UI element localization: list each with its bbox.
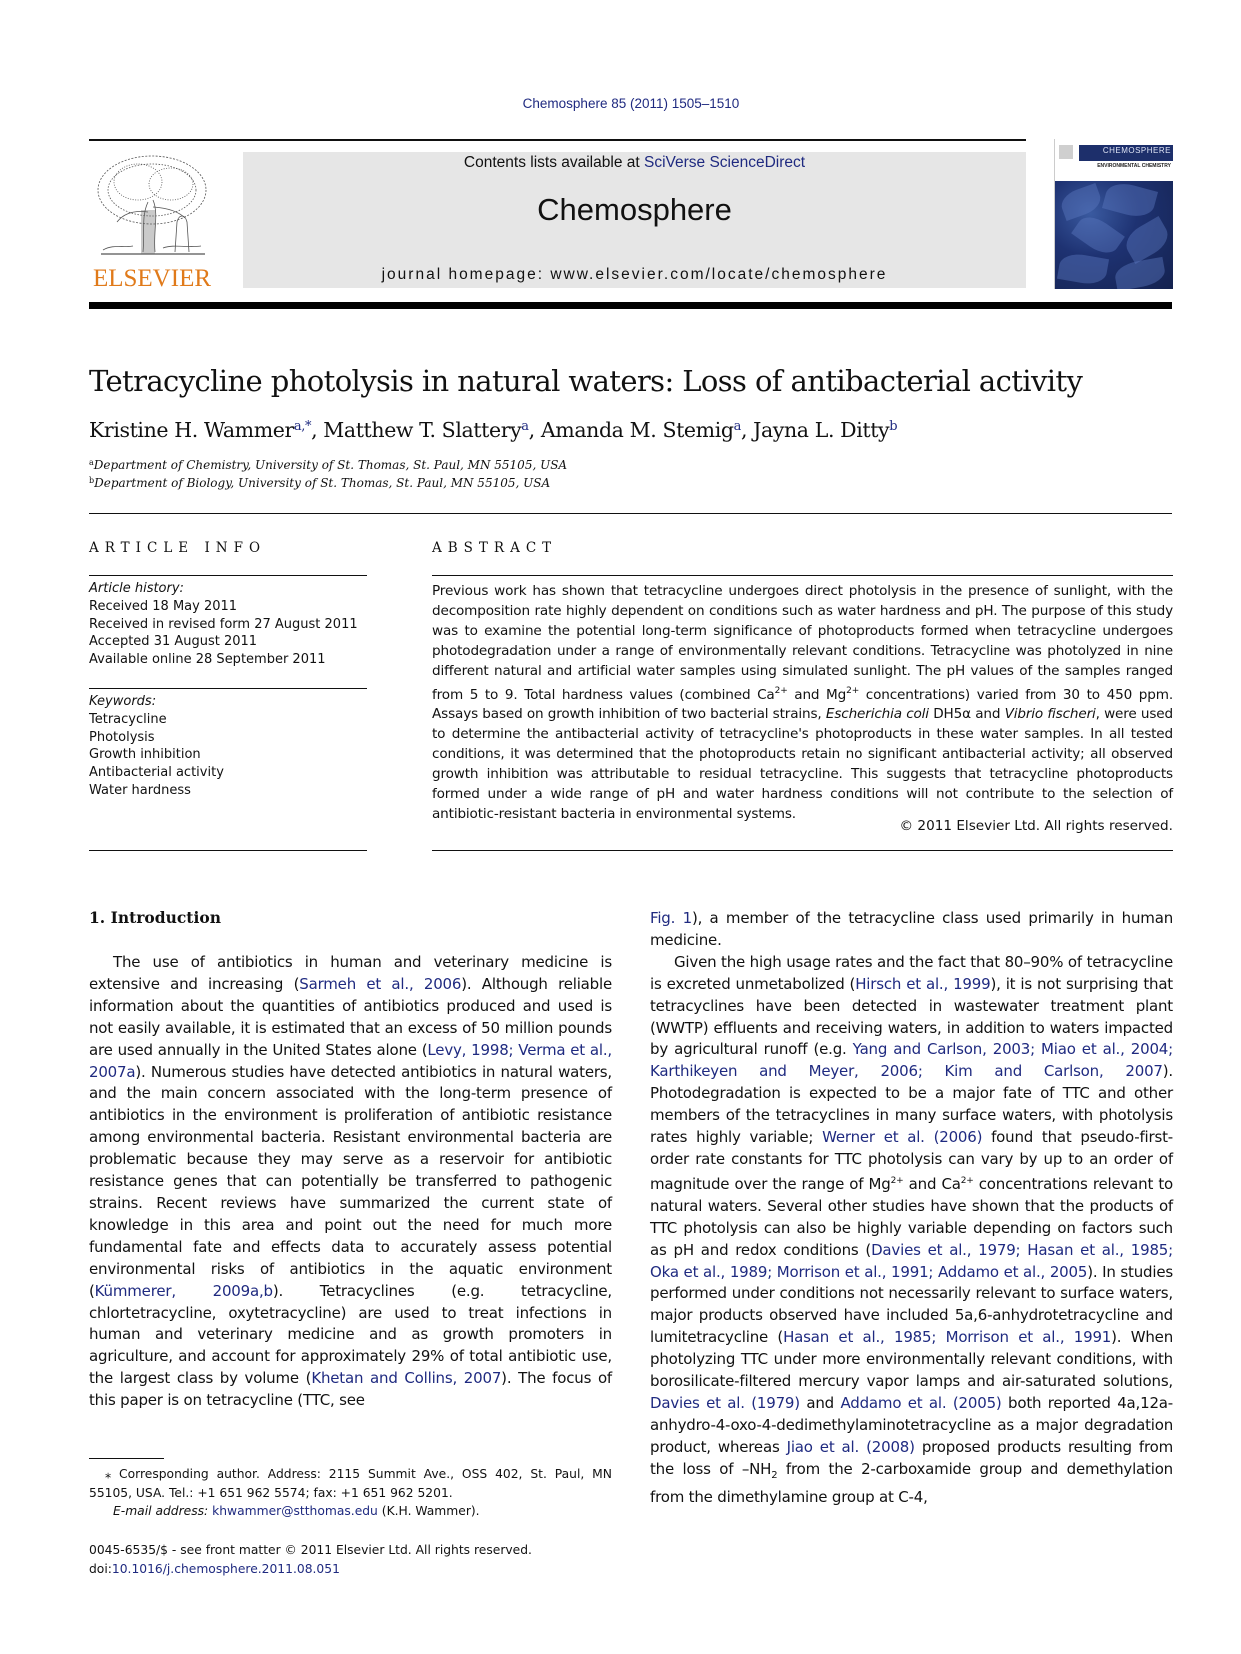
keyword: Photolysis bbox=[89, 729, 155, 745]
affiliation-b: $^b$Department of Biology, University of St. Thomas, St. Paul, MN 55105, USA bbox=[89, 476, 551, 490]
article-history bbox=[89, 580, 367, 669]
keywords bbox=[89, 693, 367, 800]
corresponding-author-footnote: ⁎ Corresponding author. Address: 2115 Summit Ave., OSS 402, St. Paul, MN 55105, USA. Tel.: +1 651 962 5574; fax: +1 651 962 5201. E-mail address: khwammer@stthomas.edu (K.H. Wammer). bbox=[89, 1467, 612, 1518]
article-info-bottom-rule bbox=[89, 850, 367, 851]
keywords-label: Keywords: bbox=[89, 694, 157, 709]
history-label: Article history: bbox=[89, 581, 184, 596]
reference-link[interactable]: Khetan and Collins, 2007 bbox=[311, 1369, 502, 1388]
asterisk-icon: ⁎ bbox=[105, 1467, 112, 1481]
footnote-rule bbox=[89, 1458, 164, 1459]
history-online: Available online 28 September 2011 bbox=[89, 652, 326, 668]
abstract-label: ABSTRACT bbox=[432, 540, 558, 556]
reference-link[interactable]: Hirsch et al., 1999 bbox=[855, 974, 991, 993]
abstract-rule bbox=[432, 575, 1173, 576]
reference-link[interactable]: Kümmerer, 2009a,b bbox=[94, 1281, 273, 1300]
journal-name: Chemosphere bbox=[537, 192, 732, 227]
keyword: Tetracycline bbox=[89, 711, 167, 727]
cover-title-band: CHEMOSPHERE bbox=[1079, 145, 1173, 161]
author-affiliation-mark[interactable]: a,* bbox=[293, 419, 312, 434]
reference-link[interactable]: Sarmeh et al., 2006 bbox=[299, 974, 462, 993]
keyword: Antibacterial activity bbox=[89, 765, 224, 781]
reference-link[interactable]: Davies et al. (1979) bbox=[650, 1393, 800, 1412]
journal-citation-link[interactable]: Chemosphere 85 (2011) 1505–1510 bbox=[522, 96, 740, 111]
reference-link[interactable]: Jiao et al. (2008) bbox=[786, 1437, 915, 1456]
elsevier-logo bbox=[89, 152, 215, 292]
intro-right-column bbox=[650, 908, 1173, 1508]
abstract-body: Previous work has shown that tetracycline undergoes direct photolysis in the presence of sunlight, with the decomposition rate highly dependent on conditions such as water hardness and pH. The purpose of this study was to examine the potential long-term significance of photoproducts formed when tetracycline undergoes photodegradation under a range of environmentally relevant conditions. Tetracycline was photolyzed in nine different natural and artificial water samples using simulated sunlight. The pH values of the samples ranged from 5 to 9. Total hardness values (combined $Ca^{2+}$ and $Mg^{2+}$ concentrations) varied from 30 to 450 ppm. Assays based on growth inhibition of two bacterial strains, Escherichia coli DH5α and Vibrio fischeri, were used to determine the antibacterial activity of tetracycline's photoproducts in these water samples. In all tested conditions, it was determined that the photoproducts retain no significant antibacterial activity; all observed growth inhibition was attributable to residual tetracycline. This suggests that tetracycline photoproducts formed under a wide range of pH and water hardness conditions will not contribute to the selection of antibiotic-resistant bacteria in environmental systems. bbox=[432, 583, 1173, 822]
abstract-copyright: © 2011 Elsevier Ltd. All rights reserved. bbox=[899, 818, 1173, 834]
reference-link[interactable]: Addamo et al. (2005) bbox=[840, 1393, 1002, 1412]
history-revised: Received in revised form 27 August 2011 bbox=[89, 616, 358, 632]
reference-link[interactable]: Davies et al., 1979; Hasan et al., 1985; Oka et al., 1989; Morrison et al., 1991; Addamo et al., 2005 bbox=[650, 1240, 1173, 1281]
author-name: Kristine H. Wammer bbox=[89, 418, 294, 442]
journal-citation bbox=[0, 96, 1241, 111]
doi-link[interactable]: 10.1016/j.chemosphere.2011.08.051 bbox=[111, 1561, 340, 1576]
affiliation-a: $^a$Department of Chemistry, University of St. Thomas, St. Paul, MN 55105, USA bbox=[89, 458, 568, 472]
reference-link[interactable]: Levy, 1998; Verma et al., 2007a bbox=[89, 1040, 612, 1081]
keyword: Water hardness bbox=[89, 782, 191, 798]
history-received: Received 18 May 2011 bbox=[89, 598, 238, 614]
author-affiliation-mark[interactable]: a bbox=[521, 419, 529, 434]
doi-line: doi:10.1016/j.chemosphere.2011.08.051 bbox=[89, 1561, 340, 1576]
intro-paragraph: The use of antibiotics in human and veterinary medicine is extensive and increasing (Sarmeh et al., 2006). Although reliable information about the quantities of antibiotics produced and used is not easily available, it is estimated that an excess of 50 million pounds are used annually in the United States alone (Levy, 1998; Verma et al., 2007a). Numerous studies have detected antibiotics in natural waters, and the main concern associated with the long-term presence of antibiotics in the environment is proliferation of antibiotic resistance among environmental bacteria. Resistant environmental bacteria are problematic because they may serve as a reservoir for antibiotic resistance genes that can potentially be transferred to pathogenic strains. Recent reviews have summarized the current state of knowledge in this area and point out the need for much more fundamental fate and effects data to accurately assess potential environmental risks of antibiotics in the aquatic environment (Kümmerer, 2009a,b). Tetracyclines (e.g. tetracycline, chlortetracycline, oxytetracycline) are used to treat infections in human and veterinary medicine and as growth promoters in agriculture, and account for approximately 29% of total antibiotic use, the largest class by volume (Khetan and Collins, 2007). The focus of this paper is on tetracycline (TTC, see bbox=[89, 953, 613, 1410]
elsevier-wordmark: ELSEVIER bbox=[92, 265, 212, 292]
keyword: Growth inhibition bbox=[89, 747, 201, 763]
author-name: Amanda M. Stemig bbox=[540, 418, 734, 442]
journal-header bbox=[243, 152, 1026, 288]
cover-elsevier-icon bbox=[1059, 145, 1073, 159]
reference-link[interactable]: Hasan et al., 1985; Morrison et al., 1991 bbox=[783, 1328, 1112, 1347]
reference-link[interactable]: Werner et al. (2006) bbox=[822, 1128, 983, 1147]
author-name: Matthew T. Slattery bbox=[323, 418, 522, 442]
figure-link[interactable]: Fig. 1 bbox=[650, 909, 692, 927]
history-accepted: Accepted 31 August 2011 bbox=[89, 634, 258, 650]
issn-line: 0045-6535/$ - see front matter © 2011 Elsevier Ltd. All rights reserved. bbox=[89, 1543, 532, 1557]
email-label: E-mail address: bbox=[113, 1504, 209, 1518]
reference-link[interactable]: Yang and Carlson, 2003; Miao et al., 2004; Karthikeyen and Meyer, 2006; Kim and Carlson, 2007 bbox=[650, 1040, 1173, 1081]
author-affiliation-mark[interactable]: b bbox=[889, 419, 898, 434]
keywords-rule bbox=[89, 688, 367, 689]
top-rule bbox=[89, 139, 1026, 141]
author-list: Kristine H. Wammer$^{a,*}$, Matthew T. Slattery$^a$, Amanda M. Stemig$^a$, Jayna L. Ditty$^b$ bbox=[89, 418, 898, 442]
header-thick-rule bbox=[89, 302, 1172, 309]
journal-homepage[interactable]: journal homepage: www.elsevier.com/locate/chemosphere bbox=[381, 266, 888, 283]
contents-availability: Contents lists available at SciVerse ScienceDirect bbox=[463, 154, 806, 171]
article-title: Tetracycline photolysis in natural waters: Loss of antibacterial activity bbox=[89, 364, 1083, 398]
title-block-rule bbox=[89, 513, 1172, 514]
cover-leaf-image bbox=[1055, 181, 1173, 289]
abstract-bottom-rule bbox=[432, 850, 1173, 851]
email-link[interactable]: khwammer@stthomas.edu bbox=[212, 1504, 378, 1518]
tree-icon bbox=[93, 152, 211, 262]
intro-paragraph: Fig. 1), a member of the tetracycline class used primarily in human medicine. bbox=[650, 909, 1174, 949]
author-name: Jayna L. Ditty bbox=[753, 418, 890, 442]
sciencedirect-link[interactable]: SciVerse ScienceDirect bbox=[643, 154, 806, 171]
intro-paragraph: Given the high usage rates and the fact that 80–90% of tetracycline is excreted unmetabolized (Hirsch et al., 1999), it is not surprising that tetracyclines have been detected in wastewater treatment plant (WWTP) effluents and receiving waters, in addition to waters impacted by agricultural runoff (e.g. Yang and Carlson, 2003; Miao et al., 2004; Karthikeyen and Meyer, 2006; Kim and Carlson, 2007). Photodegradation is expected to be a major fate of TTC and other members of the tetracyclines in many surface waters, with photolysis rates highly variable; Werner et al. (2006) found that pseudo-first-order rate constants for TTC photolysis can vary by up to an order of magnitude over the range of $Mg^{2+}$ and $Ca^{2+}$ concentrations relevant to natural waters. Several other studies have shown that the products of TTC photolysis can also be highly variable depending on factors such as pH and redox conditions (Davies et al., 1979; Hasan et al., 1985; Oka et al., 1989; Morrison et al., 1991; Addamo et al., 2005). In studies performed under conditions not necessarily relevant to surface waters, major products observed have included 5a,6-anhydrotetracycline and lumitetracycline (Hasan et al., 1985; Morrison et al., 1991). When photolyzing TTC under more environmentally relevant conditions, with borosilicate-filtered mercury vapor lamps and air-saturated solutions, Davies et al. (1979) and Addamo et al. (2005) both reported 4a,12a-anhydro-4-oxo-4-dedimethylaminotetracycline as a major degradation product, whereas Jiao et al. (2008) proposed products resulting from the loss of $-NH_2$ from the 2-carboxamide group and demethylation from the dimethylamine group at C-4, bbox=[650, 952, 1174, 1506]
journal-cover bbox=[1054, 139, 1173, 289]
author-affiliation-mark[interactable]: a bbox=[733, 419, 741, 434]
front-matter bbox=[89, 1541, 532, 1578]
intro-left-column bbox=[89, 952, 612, 1412]
cover-subtitle: ENVIRONMENTAL CHEMISTRY bbox=[1097, 163, 1171, 169]
article-info-label: ARTICLE INFO bbox=[89, 540, 267, 556]
article-info-rule bbox=[89, 575, 367, 576]
section-heading-introduction: 1. Introduction bbox=[89, 908, 221, 927]
